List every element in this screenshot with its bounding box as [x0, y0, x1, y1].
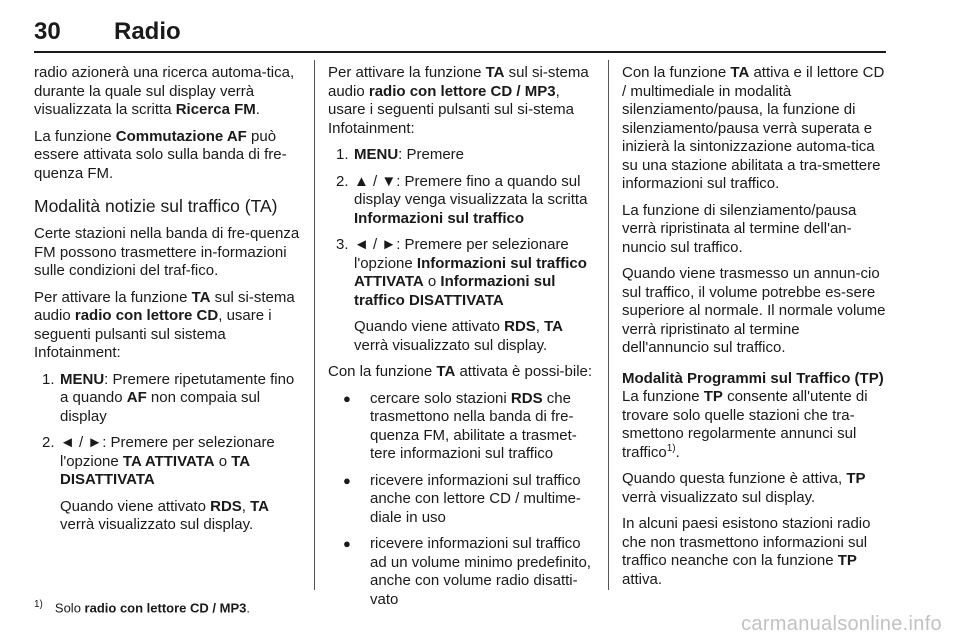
paragraph: Certe stazioni nella banda di fre-quenza FM possono trasmettere in-formazioni sulle condizioni del traf-fico. — [34, 225, 300, 279]
list-item: 3. ◄ / ►: Premere per selezionare l'opzione Informazioni sul traffico ATTIVATA o Informazioni sul traffico DISATTIVATA — [336, 236, 587, 309]
page-number: 30 — [34, 18, 61, 45]
paragraph: Quando questa funzione è attiva, TP verrà visualizzato sul display. — [622, 470, 866, 506]
paragraph: Con la funzione TA attivata è possi-bile: — [328, 363, 593, 380]
bullet-dot-icon: ● — [343, 390, 351, 406]
bullet-dot-icon: ● — [343, 536, 351, 551]
header-rule — [34, 51, 886, 53]
step-number: 1. — [336, 146, 349, 163]
paragraph: Quando viene trasmesso un annun-cio sul traffico, il volume potrebbe es-sere superiore al normale. Il normale volume verrà ripristinato al termine dell'annuncio sul traffico. — [622, 265, 886, 356]
paragraph: Per attivare la funzione TA sul si-stema audio radio con lettore CD, usare i seguenti pulsanti sul sistema Infotainment: — [34, 288, 295, 361]
section-heading-tp: Modalità Programmi sul Traffico (TP) — [622, 369, 884, 387]
section-title: Radio — [114, 18, 181, 45]
page-header — [34, 0, 886, 52]
step-number: 3. — [336, 236, 349, 253]
column-divider-left — [314, 60, 315, 590]
paragraph: La funzione di silenziamento/pausa verrà ripristinata al termine dell'an-nuncio sul traffico. — [622, 201, 857, 256]
paragraph: Con la funzione TA attiva e il lettore CD / multimediale in modalità silenziamento/pausa, la funzione di silenziamento/pausa verrà superata e inizierà la sintonizzazione automa-tica su una stazione abilitata a tra-smettere informazioni sul traffico. — [622, 64, 885, 192]
column-2 — [328, 64, 594, 617]
list-note: Quando viene attivato RDS, TA verrà visualizzato sul display. — [60, 497, 270, 533]
paragraph: radio azionerà una ricerca automa-tica, durante la quale sul display verrà visualizzata la scritta Ricerca FM. — [34, 64, 295, 118]
list-item: 1. MENU: Premere ripetutamente fino a quando AF non compaia sul display — [42, 370, 295, 425]
footnote-mark: 1) — [34, 599, 43, 610]
bullet-dot-icon: ● — [343, 472, 351, 488]
section-heading-ta: Modalità notizie sul traffico (TA) — [34, 196, 278, 216]
paragraph: In alcuni paesi esistono stazioni radio che non trasmettono informazioni sul traffico neanche con la funzione TP attiva. — [622, 515, 871, 588]
column-1 — [34, 64, 300, 543]
footnote: $^{1)}$ Solo radio con lettore CD / MP3. — [34, 599, 250, 616]
list-item: 2. ▲ / ▼: Premere fino a quando sul display venga visualizzata la scritta Informazioni sul traffico — [336, 172, 588, 227]
list-item: 2. ◄ / ►: Premere per selezionare l'opzione TA ATTIVATA o TA DISATTIVATA — [42, 434, 275, 488]
column-divider-right — [608, 60, 609, 590]
paragraph: La funzione Commutazione AF può essere attivata solo sulla banda di fre-quenza FM. — [34, 127, 287, 182]
bullet-item: ● ricevere informazioni sul traffico anche con lettore CD / multime-diale in uso — [343, 471, 581, 526]
step-number: 2. — [42, 434, 55, 451]
step-number: 1. — [42, 370, 55, 388]
column-3 — [622, 64, 888, 597]
paragraph: Per attivare la funzione TA sul si-stema audio radio con lettore CD / MP3, usare i seguenti pulsanti sul si-stema Infotainment: — [328, 64, 589, 137]
paragraph: La funzione TP consente all'utente di trovare solo quelle stazioni che tra-smettono regolarmente annunci sul traffico$^{1)}$. — [622, 388, 868, 461]
list-note: Quando viene attivato RDS, TA verrà visualizzato sul display. — [354, 318, 564, 354]
bullet-item: ● cercare solo stazioni RDS che trasmettono nella banda di fre-quenza FM, abilitate a trasmet-tere informazioni sul traffico — [343, 389, 577, 462]
bullet-item: ● ricevere informazioni sul traffico ad un volume minimo predefinito, anche con volume radio disatti-vato — [343, 535, 591, 608]
watermark: carmanualsonline.info — [741, 613, 942, 635]
footnote-ref: 1) — [666, 442, 676, 454]
list-item: 1. MENU: Premere — [336, 146, 465, 163]
step-number: 2. — [336, 172, 349, 190]
